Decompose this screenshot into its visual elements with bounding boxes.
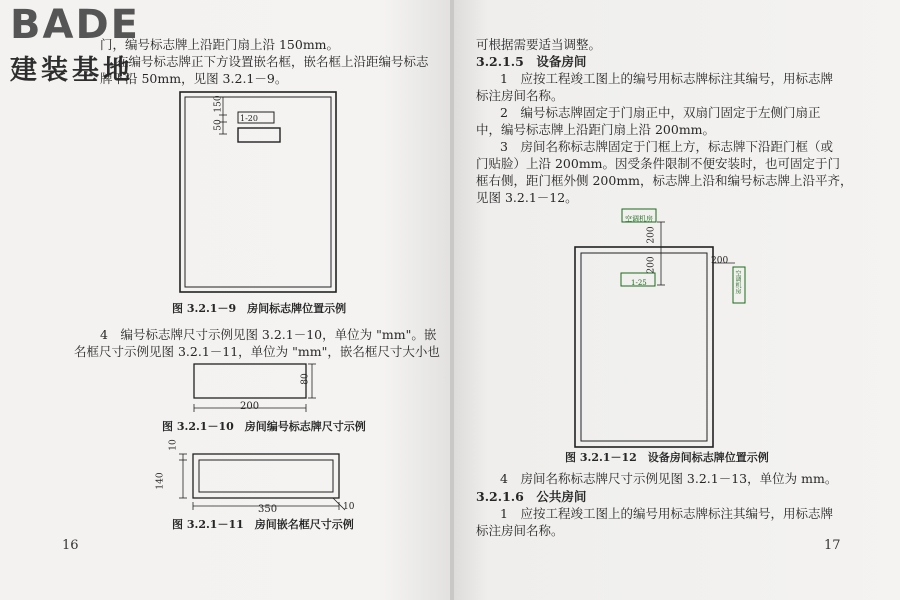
- fig9-caption: 图 3.2.1－9 房间标志牌位置示例: [172, 302, 347, 315]
- fig12-number-sign: 1-25: [631, 279, 647, 287]
- section-3-2-1-6: 3.2.1.6 公共房间: [476, 489, 587, 504]
- fig11-width: 350: [258, 504, 278, 515]
- fig10-caption: 图 3.2.1－10 房间编号标志牌尺寸示例: [162, 420, 366, 433]
- right-p3-l4: 见图 3.2.1－12。: [476, 190, 578, 205]
- left-line-1: 门，编号标志牌上沿距门扇上沿 150mm。: [100, 37, 340, 52]
- left-line-3: 牌下沿 50mm，见图 3.2.1－9。: [100, 71, 288, 86]
- fig12-dim-mid: 200: [646, 256, 657, 274]
- fig11-caption: 图 3.2.1－11 房间嵌名框尺寸示例: [172, 518, 354, 531]
- fig10-height: 80: [300, 373, 311, 385]
- fig9-dim-150: 150: [213, 95, 224, 113]
- fig12-dim-top: 200: [646, 226, 657, 244]
- figure-10-number-sign: [180, 358, 340, 420]
- fig11-border: 10: [168, 439, 179, 451]
- right-p3-l1: 3 房间名称标志牌固定于门框上方，标志牌下沿距门框（或: [500, 139, 833, 154]
- fig9-number-label: 1-20: [240, 114, 258, 123]
- fig12-caption: 图 3.2.1－12 设备房间标志牌位置示例: [565, 451, 769, 464]
- left-para-4-line2: 名框尺寸示例见图 3.2.1－11，单位为 "mm"，嵌名框尺寸大小也: [74, 344, 440, 359]
- right-p4: 4 房间名称标志牌尺寸示例见图 3.2.1－13，单位为 mm。: [500, 471, 838, 486]
- fig12-dim-side: 200: [711, 256, 729, 266]
- left-para-4-line1: 4 编号标志牌尺寸示例见图 3.2.1－10，单位为 "mm"。嵌: [100, 327, 437, 342]
- fig11-height: 140: [155, 472, 166, 490]
- right-line-1: 可根据需要适当调整。: [476, 37, 602, 52]
- left-page-number: 16: [62, 538, 79, 553]
- right-p2-l1: 2 编号标志牌固定于门扇正中，双扇门固定于左侧门扇正: [500, 105, 821, 120]
- left-line-2: 在编号标志牌正下方设置嵌名框，嵌名框上沿距编号标志: [116, 54, 429, 69]
- figure-12-equipment-room: [565, 205, 755, 450]
- fig9-dim-50: 50: [213, 119, 224, 131]
- fig11-inner: 10: [343, 502, 355, 512]
- logo-subtitle: 建装基地: [10, 55, 134, 86]
- fig12-side-sign: 空调机房: [734, 270, 741, 294]
- logo-brand: BADE: [10, 2, 140, 48]
- right-p1-l2: 标注房间名称。: [476, 88, 564, 103]
- section-3-2-1-5: 3.2.1.5 设备房间: [476, 54, 587, 69]
- fig10-width: 200: [240, 401, 260, 412]
- right-p1-l1: 1 应按工程竣工图上的编号用标志牌标注其编号，用标志牌: [500, 71, 833, 86]
- right-p3-l3: 框右侧，距门框外侧 200mm，标志牌上沿和编号标志牌上沿平齐，: [476, 173, 853, 188]
- book-spine: [450, 0, 454, 600]
- figure-9-door-diagram: [178, 90, 343, 300]
- fig12-room-sign: 空调机房: [625, 215, 653, 223]
- right-p5-l2: 标注房间名称。: [476, 523, 564, 538]
- right-page-number: 17: [824, 538, 841, 553]
- right-p5-l1: 1 应按工程竣工图上的编号用标志牌标注其编号，用标志牌: [500, 506, 833, 521]
- right-p2-l2: 中，编号标志牌上沿距门扇上沿 200mm。: [476, 122, 716, 137]
- right-p3-l2: 门贴脸）上沿 200mm。因受条件限制不便安装时，也可固定于门: [476, 156, 841, 171]
